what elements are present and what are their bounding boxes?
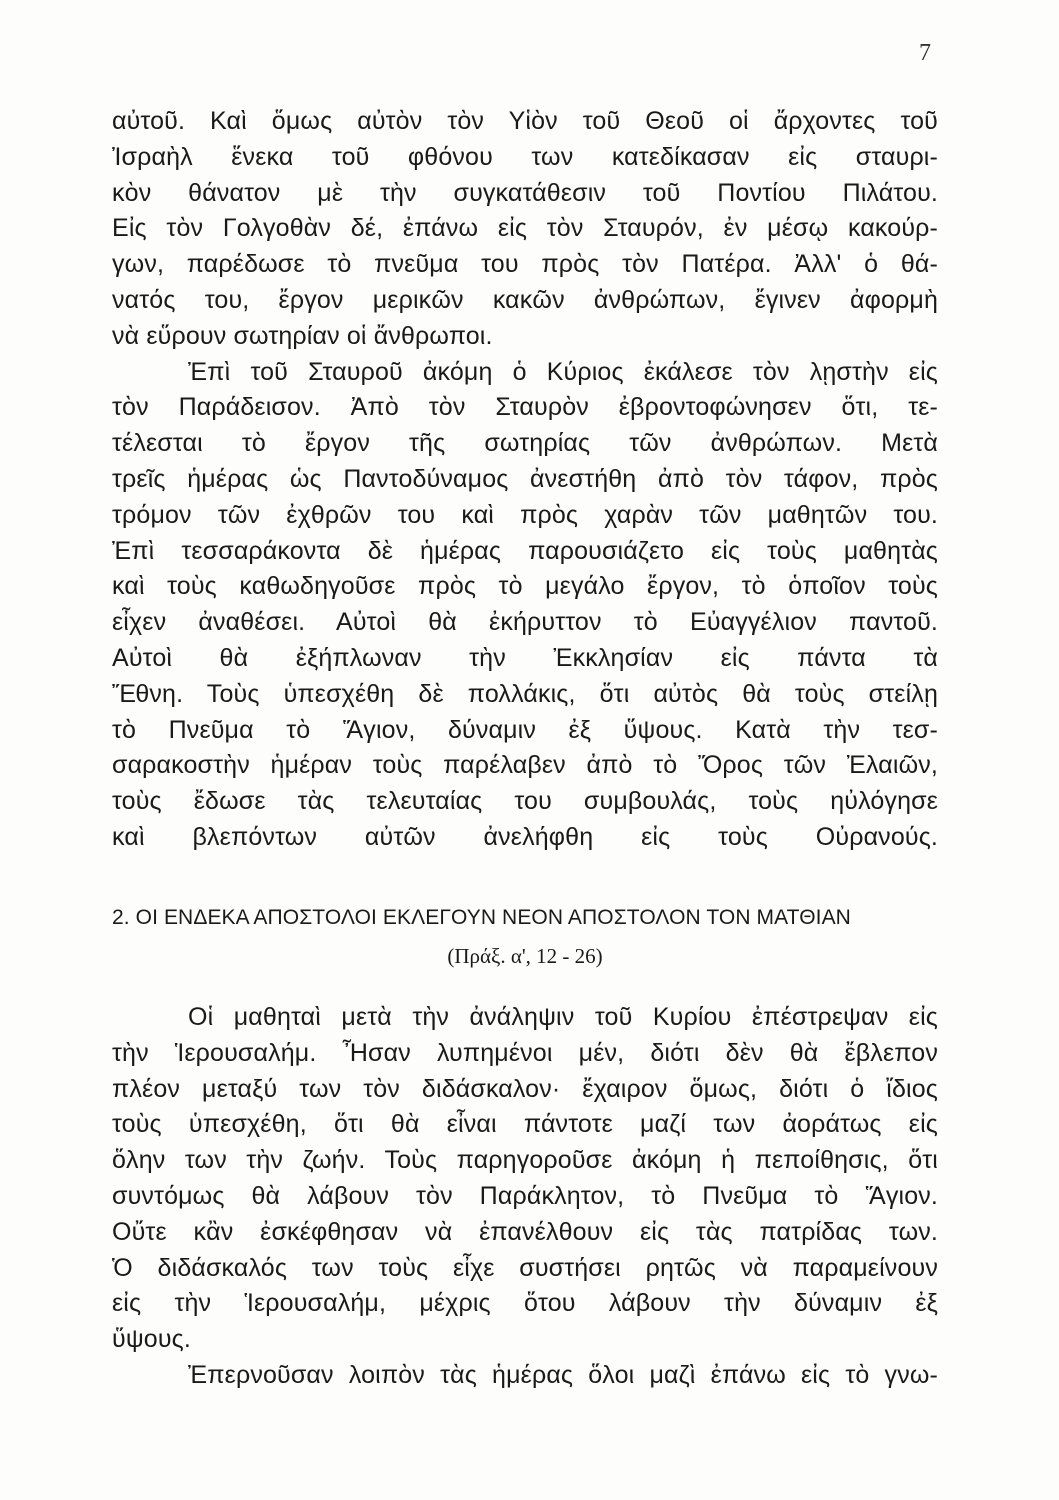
text-line: τοὺς ἔδωσε τὰς τελευταίας του συμβουλάς, τοὺς ηὐλόγησε [112,787,938,816]
text-line: καὶ βλεπόντων αὐτῶν ἀνελήφθη εἰς τοὺς Οὐρανούς. [112,822,938,851]
text-line: πλέον μεταξύ των τὸν διδάσκαλον· ἔχαιρον ὅμως, διότι ὁ ἴδιος [112,1074,938,1103]
text-line: Αὐτοὶ θὰ ἐξήπλωναν τὴν Ἐκκλησίαν εἰς πάντα τὰ [112,643,938,672]
text-line: γων, παρέδωσε τὸ πνεῦμα του πρὸς τὸν Πατέρα. Ἀλλ' ὁ θά- [112,250,938,279]
text-line: Ἐπὶ τεσσαράκοντα δὲ ἡμέρας παρουσιάζετο εἰς τοὺς μαθητὰς [112,536,938,565]
text-line: Ἰσραὴλ ἕνεκα τοῦ φθόνου των κατεδίκασαν εἰς σταυρι- [112,142,938,171]
text-line: κὸν θάνατον μὲ τὴν συγκατάθεσιν τοῦ Ποντίου Πιλάτου. [112,178,938,207]
text-line: Οἱ μαθηταὶ μετὰ τὴν ἀνάληψιν τοῦ Κυρίου ἐπέστρεψαν εἰς [188,1003,938,1031]
text-line: εἰς τὴν Ἱερουσαλήμ, μέχρις ὅτου λάβουν τὴν δύναμιν ἐξ [112,1289,938,1318]
text-line: Οὔτε κἂν ἐσκέφθησαν νὰ ἐπανέλθουν εἰς τὰς πατρίδας των. [112,1217,938,1246]
text-line: σαρακοστὴν ἡμέραν τοὺς παρέλαβεν ἀπὸ τὸ Ὄρος τῶν Ἐλαιῶν, [112,751,938,780]
text-line: ὕψους. [112,1325,191,1354]
text-line: τὸ Πνεῦμα τὸ Ἅγιον, δύναμιν ἐξ ὕψους. Κατὰ τὴν τεσ- [112,715,938,744]
section-two-text [112,1000,938,1394]
text-line: τρεῖς ἡμέρας ὡς Παντοδύναμος ἀνεστήθη ἀπὸ τὸν τάφον, πρὸς [112,464,938,493]
text-line: τέλεσται τὸ ἔργον τῆς σωτηρίας τῶν ἀνθρώπων. Μετὰ [112,429,938,458]
text-line: Ἔθνη. Τοὺς ὑπεσχέθη δὲ πολλάκις, ὅτι αὐτὸς θὰ τοὺς στείλῃ [112,679,938,708]
text-line: τρόμον τῶν ἐχθρῶν του καὶ πρὸς χαρὰν τῶν μαθητῶν του. [112,500,938,529]
text-line: Ἐπερνοῦσαν λοιπὸν τὰς ἡμέρας ὅλοι μαζὶ ἐπάνω εἰς τὸ γνω- [188,1360,938,1389]
text-line: αὐτοῦ. Καὶ ὅμως αὐτὸν τὸν Υἱὸν τοῦ Θεοῦ οἱ ἄρχοντες τοῦ [112,107,938,135]
text-line: Ἐπὶ τοῦ Σταυροῦ ἀκόμη ὁ Κύριος ἐκάλεσε τὸν λῃστὴν εἰς [188,357,938,386]
text-line: Εἰς τὸν Γολγοθὰν δέ, ἐπάνω εἰς τὸν Σταυρόν, ἐν μέσῳ κακούρ- [112,214,938,243]
text-line: Ὁ διδάσκαλός των τοὺς εἶχε συστήσει ρητῶς νὰ παραμείνουν [112,1253,938,1282]
text-line: τὴν Ἱερουσαλήμ. Ἦσαν λυπημένοι μέν, διότι δὲν θὰ ἔβλεπον [112,1038,938,1067]
text-line: καὶ τοὺς καθωδηγοῦσε πρὸς τὸ μεγάλο ἔργον, τὸ ὁποῖον τοὺς [112,572,938,601]
text-line: τὸν Παράδεισον. Ἀπὸ τὸν Σταυρὸν ἐβροντοφώνησεν ὅτι, τε- [112,393,938,422]
page-number: 7 [919,40,931,66]
section-subheading: (Πράξ. α', 12 - 26) [447,944,603,968]
text-line: νατός του, ἔργον μερικῶν κακῶν ἀνθρώπων, ἔγινεν ἀφορμὴ [112,285,938,314]
text-line: συντόμως θὰ λάβουν τὸν Παράκλητον, τὸ Πνεῦμα τὸ Ἅγιον. [112,1181,938,1210]
text-line: ὅλην των τὴν ζωήν. Τοὺς παρηγοροῦσε ἀκόμη ἡ πεποίθησις, ὅτι [112,1146,938,1175]
section-one-text [112,104,938,856]
text-line: εἶχεν ἀναθέσει. Αὐτοὶ θὰ ἐκήρυττον τὸ Εὐαγγέλιον παντοῦ. [112,608,938,637]
section-heading: 2. ΟΙ ΕΝΔΕΚΑ ΑΠΟΣΤΟΛΟΙ ΕΚΛΕΓΟΥΝ ΝΕΟΝ ΑΠΟΣΤΟΛΟΝ ΤΟΝ ΜΑΤΘΙΑΝ [112,906,851,929]
text-line: νὰ εὕρουν σωτηρίαν οἱ ἄνθρωποι. [112,321,493,350]
text-line: τοὺς ὑπεσχέθη, ὅτι θὰ εἶναι πάντοτε μαζί των ἀοράτως εἰς [112,1110,938,1139]
